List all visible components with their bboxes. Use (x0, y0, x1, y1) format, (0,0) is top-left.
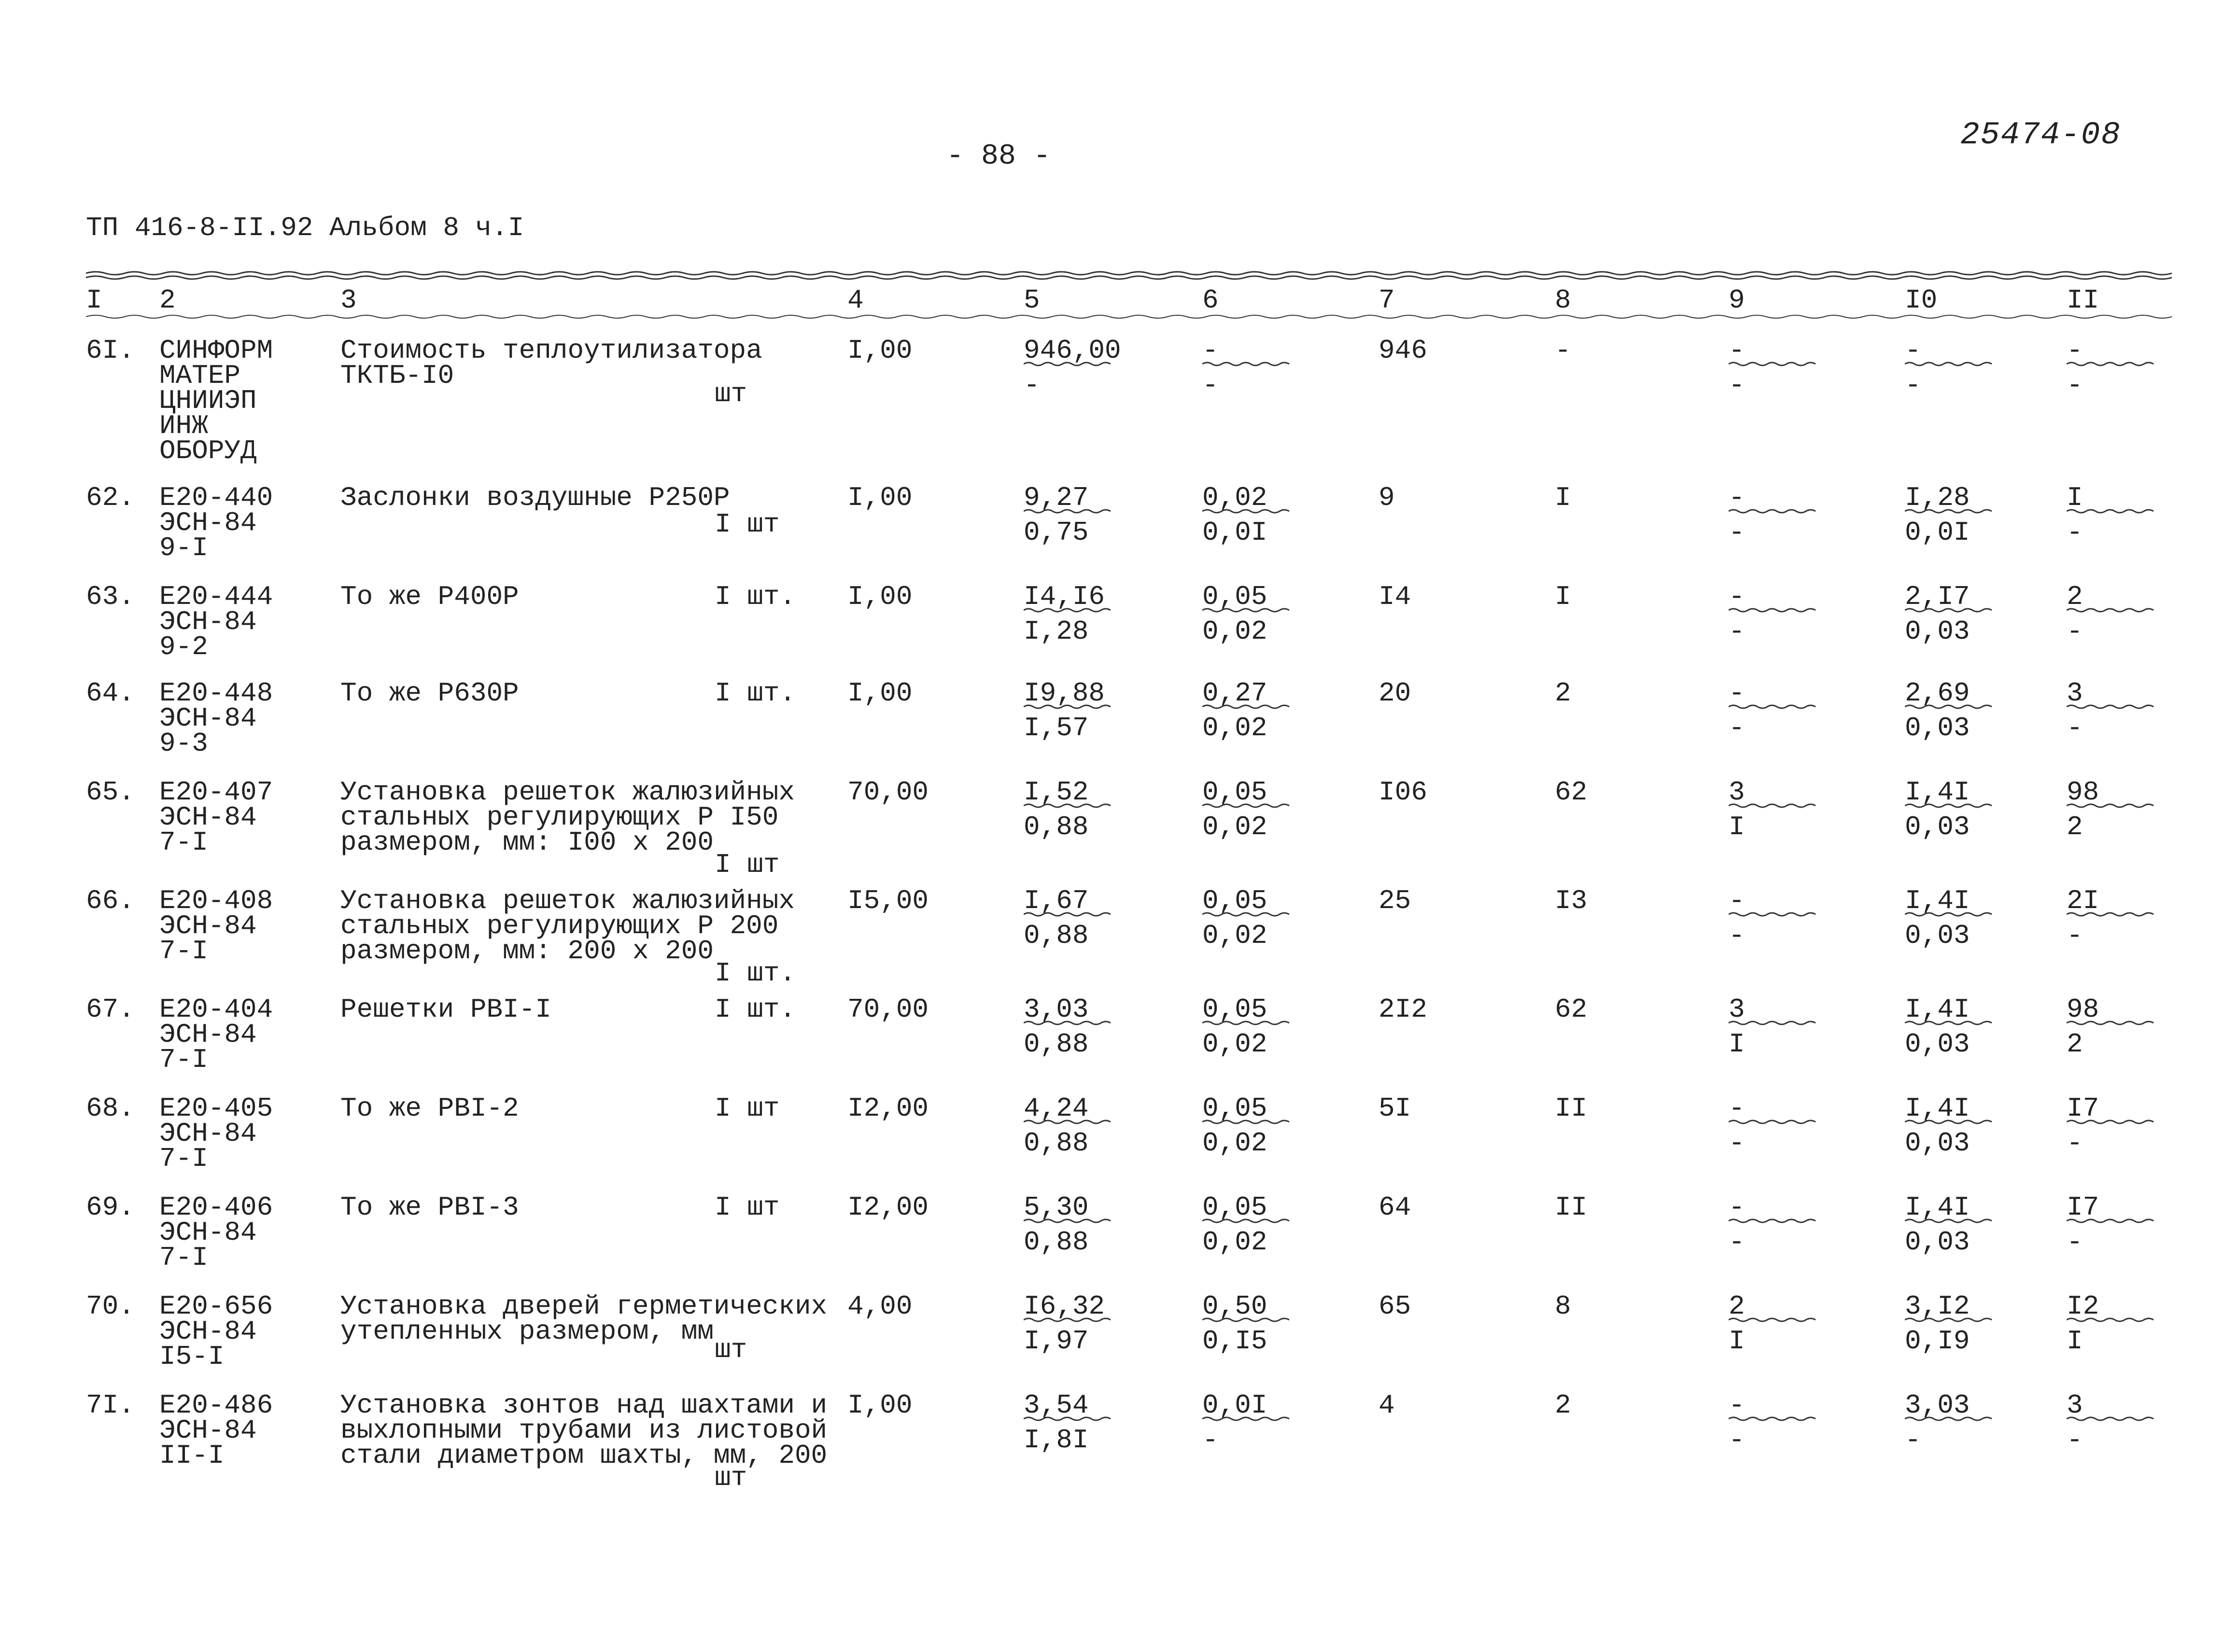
quantity: 4,00 (847, 1291, 913, 1322)
wavy-underline (1024, 361, 1115, 367)
row-number: 70. (86, 1291, 135, 1322)
labor-hours-total-numerator: 2 (2067, 581, 2083, 612)
machine-cost-numerator: 0,27 (1202, 678, 1267, 709)
labor-hours-total-numerator: 3 (2067, 678, 2083, 709)
labor-cost-denominator: - (1729, 517, 1745, 548)
labor-hours-unit-numerator: I,4I (1905, 777, 1970, 808)
price-code: Е20-448 ЭСН-84 9-3 (159, 678, 273, 759)
column-number: 3 (340, 285, 357, 316)
row-number: 63. (86, 581, 135, 612)
labor-cost-denominator: I (1729, 812, 1745, 842)
total-cost: 4 (1379, 1390, 1395, 1421)
wavy-underline (2067, 1416, 2158, 1422)
labor-hours-unit-numerator: 2,69 (1905, 678, 1970, 709)
labor-cost-numerator: - (1729, 678, 1745, 709)
unit-cost-numerator: I6,32 (1024, 1291, 1105, 1322)
unit-of-measure: I шт (715, 509, 780, 540)
wavy-underline (1202, 803, 1294, 809)
labor-hours-unit-numerator: 3,I2 (1905, 1291, 1970, 1322)
quantity: I,00 (847, 1390, 913, 1421)
row-number: 67. (86, 994, 135, 1025)
total-cost: I06 (1379, 777, 1427, 808)
column-number: II (2067, 285, 2099, 316)
wavy-underline (1202, 911, 1294, 917)
row-number: 62. (86, 482, 135, 513)
wavy-underline (1024, 1119, 1115, 1125)
unit-cost-denominator: I,28 (1024, 616, 1089, 647)
wages-total: I (1555, 482, 1571, 513)
row-number: 7I. (86, 1390, 135, 1421)
price-code: Е20-405 ЭСН-84 7-I (159, 1093, 273, 1174)
column-number: 7 (1379, 285, 1395, 316)
row-number: 64. (86, 678, 135, 709)
wages-total: - (1555, 335, 1571, 366)
labor-cost-denominator: I (1729, 1326, 1745, 1357)
price-code: Е20-444 ЭСН-84 9-2 (159, 581, 273, 662)
wages-total: 62 (1555, 994, 1588, 1025)
unit-cost-denominator: 0,88 (1024, 1128, 1089, 1159)
quantity: I,00 (847, 482, 913, 513)
total-cost: 946 (1379, 335, 1427, 366)
work-description: Решетки РВI-I (340, 994, 551, 1025)
labor-hours-total-denominator: - (2067, 1128, 2083, 1159)
machine-cost-numerator: 0,02 (1202, 482, 1267, 513)
labor-hours-total-denominator: 2 (2067, 1029, 2083, 1060)
wavy-underline (1729, 1317, 1820, 1323)
unit-cost-numerator: I,67 (1024, 885, 1089, 916)
wavy-underline (1729, 803, 1820, 809)
unit-cost-denominator: 0,88 (1024, 1227, 1089, 1258)
wavy-underline (1024, 1218, 1115, 1224)
wavy-underline (1905, 704, 1997, 710)
wavy-underline (2067, 607, 2158, 613)
labor-hours-total-denominator: I (2067, 1326, 2083, 1357)
labor-hours-total-denominator: - (2067, 517, 2083, 548)
wavy-underline (2067, 508, 2158, 514)
labor-hours-total-numerator: 98 (2067, 994, 2099, 1025)
document-reference: ТП 416-8-II.92 Альбом 8 ч.I (86, 212, 524, 243)
quantity: 70,00 (847, 777, 929, 808)
unit-cost-numerator: 3,54 (1024, 1390, 1089, 1421)
wavy-underline (1202, 1317, 1294, 1323)
labor-cost-denominator: I (1729, 1029, 1745, 1060)
price-code: Е20-440 ЭСН-84 9-I (159, 482, 273, 563)
labor-hours-total-denominator: - (2067, 1425, 2083, 1456)
total-cost: 20 (1379, 678, 1411, 709)
quantity: I5,00 (847, 885, 929, 916)
wavy-underline (1729, 361, 1820, 367)
labor-hours-total-denominator: 2 (2067, 812, 2083, 842)
labor-cost-numerator: 3 (1729, 994, 1745, 1025)
machine-cost-numerator: 0,05 (1202, 1192, 1267, 1223)
quantity: I2,00 (847, 1093, 929, 1124)
labor-hours-total-numerator: 3 (2067, 1390, 2083, 1421)
wavy-underline (1729, 1218, 1820, 1224)
labor-hours-unit-numerator: I,4I (1905, 1093, 1970, 1124)
unit-of-measure: шт (715, 1462, 747, 1493)
wavy-underline (1729, 607, 1820, 613)
wavy-underline (1905, 508, 1997, 514)
unit-cost-numerator: I4,I6 (1024, 581, 1105, 612)
machine-cost-numerator: 0,05 (1202, 1093, 1267, 1124)
wages-total: 2 (1555, 678, 1571, 709)
work-description: Заслонки воздушные Р250Р (340, 482, 730, 513)
wavy-underline (1905, 361, 1997, 367)
labor-cost-numerator: - (1729, 482, 1745, 513)
machine-cost-denominator: 0,02 (1202, 812, 1267, 842)
page-number: - 88 - (946, 140, 1051, 173)
machine-cost-denominator: 0,02 (1202, 713, 1267, 743)
wavy-underline (1729, 1119, 1820, 1125)
labor-cost-denominator: - (1729, 616, 1745, 647)
labor-cost-denominator: - (1729, 920, 1745, 951)
machine-cost-numerator: 0,05 (1202, 777, 1267, 808)
labor-hours-unit-numerator: 2,I7 (1905, 581, 1970, 612)
wavy-underline (1202, 361, 1294, 367)
column-number: 9 (1729, 285, 1745, 316)
work-description: Стоимость теплоутилизатора ТКТБ-I0 (340, 335, 762, 391)
unit-cost-numerator: 4,24 (1024, 1093, 1089, 1124)
labor-hours-unit-numerator: 3,03 (1905, 1390, 1970, 1421)
labor-cost-numerator: - (1729, 335, 1745, 366)
wavy-underline (1729, 1416, 1820, 1422)
wavy-underline (1202, 508, 1294, 514)
wavy-underline (1905, 803, 1997, 809)
total-cost: 64 (1379, 1192, 1411, 1223)
labor-hours-unit-numerator: I,28 (1905, 482, 1970, 513)
wavy-underline (1024, 508, 1115, 514)
labor-cost-denominator: - (1729, 1128, 1745, 1159)
quantity: I,00 (847, 335, 913, 366)
document-code: 25474-08 (1960, 117, 2121, 153)
labor-hours-total-numerator: I7 (2067, 1192, 2099, 1223)
price-code: Е20-406 ЭСН-84 7-I (159, 1192, 273, 1273)
machine-cost-denominator: 0,02 (1202, 616, 1267, 647)
unit-of-measure: I шт (715, 1093, 780, 1124)
wavy-underline (1202, 607, 1294, 613)
wavy-underline (1024, 911, 1115, 917)
work-description: Установка решеток жалюзийных стальных регулирующих Р I50 размером, мм: I00 х 200 (340, 777, 795, 858)
wavy-underline (1202, 1020, 1294, 1026)
total-cost: 25 (1379, 885, 1411, 916)
total-cost: 5I (1379, 1093, 1411, 1124)
labor-hours-total-numerator: - (2067, 335, 2083, 366)
column-number: 6 (1202, 285, 1219, 316)
column-number: 2 (159, 285, 176, 316)
wavy-underline (1202, 1218, 1294, 1224)
labor-cost-denominator: - (1729, 1227, 1745, 1258)
row-number: 69. (86, 1192, 135, 1223)
unit-cost-numerator: I,52 (1024, 777, 1089, 808)
labor-hours-total-numerator: 98 (2067, 777, 2099, 808)
total-cost: 9 (1379, 482, 1395, 513)
wages-total: II (1555, 1093, 1588, 1124)
row-number: 65. (86, 777, 135, 808)
labor-cost-numerator: - (1729, 1093, 1745, 1124)
wavy-underline (1905, 911, 1997, 917)
labor-hours-unit-denominator: - (1905, 1425, 1921, 1456)
machine-cost-denominator: 0,02 (1202, 920, 1267, 951)
row-number: 6I. (86, 335, 135, 366)
wages-total: 62 (1555, 777, 1588, 808)
wavy-underline (1905, 1020, 1997, 1026)
quantity: I,00 (847, 678, 913, 709)
unit-of-measure: шт (715, 1334, 747, 1365)
price-code: СИНФОРМ МАТЕР ЦНИИЭП ИНЖ ОБОРУД (159, 335, 273, 466)
quantity: 70,00 (847, 994, 929, 1025)
price-code: Е20-407 ЭСН-84 7-I (159, 777, 273, 858)
labor-hours-unit-denominator: 0,03 (1905, 812, 1970, 842)
wavy-underline (2067, 911, 2158, 917)
wages-total: 8 (1555, 1291, 1571, 1322)
labor-hours-unit-denominator: 0,03 (1905, 713, 1970, 743)
labor-hours-unit-denominator: 0,03 (1905, 1227, 1970, 1258)
machine-cost-numerator: 0,50 (1202, 1291, 1267, 1322)
labor-hours-unit-denominator: - (1905, 370, 1921, 401)
wavy-underline (1024, 1416, 1115, 1422)
machine-cost-numerator: 0,05 (1202, 885, 1267, 916)
machine-cost-denominator: 0,02 (1202, 1128, 1267, 1159)
labor-cost-numerator: 3 (1729, 777, 1745, 808)
unit-cost-denominator: - (1024, 370, 1040, 401)
price-code: Е20-486 ЭСН-84 II-I (159, 1390, 273, 1471)
total-cost: 65 (1379, 1291, 1411, 1322)
unit-cost-denominator: I,8I (1024, 1425, 1089, 1456)
wavy-underline (1729, 508, 1820, 514)
unit-cost-numerator: 5,30 (1024, 1192, 1089, 1223)
labor-hours-unit-numerator: I,4I (1905, 885, 1970, 916)
unit-cost-denominator: 0,88 (1024, 812, 1089, 842)
machine-cost-denominator: 0,02 (1202, 1029, 1267, 1060)
labor-hours-total-numerator: I (2067, 482, 2083, 513)
labor-hours-unit-numerator: - (1905, 335, 1921, 366)
machine-cost-denominator: 0,0I (1202, 517, 1267, 548)
unit-of-measure: I шт. (715, 678, 796, 709)
total-cost: 2I2 (1379, 994, 1427, 1025)
labor-hours-unit-denominator: 0,03 (1905, 1128, 1970, 1159)
wavy-underline (1202, 1416, 1294, 1422)
unit-cost-denominator: 0,75 (1024, 517, 1089, 548)
work-description: То же РВI-3 (340, 1192, 519, 1223)
wavy-underline (1905, 1119, 1997, 1125)
work-description: То же Р630Р (340, 678, 519, 709)
labor-hours-total-denominator: - (2067, 1227, 2083, 1258)
unit-of-measure: I шт. (715, 581, 796, 612)
wavy-underline (1729, 704, 1820, 710)
wavy-underline (1024, 1317, 1115, 1323)
wavy-underline (1905, 1416, 1997, 1422)
wavy-underline (2067, 803, 2158, 809)
quantity: I,00 (847, 581, 913, 612)
labor-hours-unit-denominator: 0,03 (1905, 920, 1970, 951)
unit-cost-denominator: I,57 (1024, 713, 1089, 743)
labor-hours-total-numerator: 2I (2067, 885, 2099, 916)
column-number: I (86, 285, 102, 316)
wavy-underline (1024, 803, 1115, 809)
unit-cost-denominator: 0,88 (1024, 1029, 1089, 1060)
wavy-underline (2067, 1317, 2158, 1323)
labor-hours-unit-denominator: 0,03 (1905, 616, 1970, 647)
machine-cost-denominator: - (1202, 370, 1219, 401)
labor-cost-numerator: - (1729, 885, 1745, 916)
wavy-underline (1024, 607, 1115, 613)
machine-cost-denominator: 0,02 (1202, 1227, 1267, 1258)
column-number: I0 (1905, 285, 1938, 316)
wages-total: I3 (1555, 885, 1588, 916)
labor-cost-denominator: - (1729, 713, 1745, 743)
wavy-underline (1024, 704, 1115, 710)
wavy-underline (1905, 1218, 1997, 1224)
row-number: 68. (86, 1093, 135, 1124)
labor-hours-unit-denominator: 0,0I (1905, 517, 1970, 548)
unit-of-measure: I шт. (715, 994, 796, 1025)
machine-cost-numerator: 0,05 (1202, 581, 1267, 612)
wavy-underline (2067, 361, 2158, 367)
labor-hours-unit-numerator: I,4I (1905, 994, 1970, 1025)
price-code: Е20-408 ЭСН-84 7-I (159, 885, 273, 966)
work-description: То же РВI-2 (340, 1093, 519, 1124)
header-top-rule (86, 270, 2182, 280)
unit-cost-numerator: 3,03 (1024, 994, 1089, 1025)
wavy-underline (1905, 607, 1997, 613)
column-number: 8 (1555, 285, 1571, 316)
wavy-underline (2067, 704, 2158, 710)
machine-cost-denominator: 0,I5 (1202, 1326, 1267, 1357)
wages-total: I (1555, 581, 1571, 612)
column-number: 5 (1024, 285, 1040, 316)
wavy-underline (2067, 1119, 2158, 1125)
wavy-underline (1905, 1317, 1997, 1323)
labor-cost-numerator: - (1729, 581, 1745, 612)
header-bottom-rule (86, 313, 2182, 322)
labor-cost-numerator: - (1729, 1390, 1745, 1421)
unit-of-measure: I шт (715, 1192, 780, 1223)
labor-hours-total-numerator: I2 (2067, 1291, 2099, 1322)
total-cost: I4 (1379, 581, 1411, 612)
price-code: Е20-404 ЭСН-84 7-I (159, 994, 273, 1075)
labor-hours-total-numerator: I7 (2067, 1093, 2099, 1124)
column-number: 4 (847, 285, 864, 316)
unit-cost-denominator: 0,88 (1024, 920, 1089, 951)
labor-hours-unit-denominator: 0,I9 (1905, 1326, 1970, 1357)
wavy-underline (1729, 911, 1820, 917)
wavy-underline (1202, 1119, 1294, 1125)
quantity: I2,00 (847, 1192, 929, 1223)
machine-cost-numerator: 0,0I (1202, 1390, 1267, 1421)
machine-cost-numerator: - (1202, 335, 1219, 366)
labor-hours-total-denominator: - (2067, 920, 2083, 951)
price-code: Е20-656 ЭСН-84 I5-I (159, 1291, 273, 1372)
work-description: Установка дверей герметических утепленных размером, мм (340, 1291, 828, 1347)
work-description: Установка зонтов над шахтами и выхлопными трубами из листовой стали диаметром шахты, мм, 200 (340, 1390, 828, 1471)
labor-cost-numerator: - (1729, 1192, 1745, 1223)
unit-cost-numerator: I9,88 (1024, 678, 1105, 709)
labor-hours-unit-denominator: 0,03 (1905, 1029, 1970, 1060)
unit-of-measure: шт (715, 378, 747, 409)
labor-hours-unit-numerator: I,4I (1905, 1192, 1970, 1223)
labor-cost-numerator: 2 (1729, 1291, 1745, 1322)
machine-cost-numerator: 0,05 (1202, 994, 1267, 1025)
labor-hours-total-denominator: - (2067, 713, 2083, 743)
unit-of-measure: I шт (715, 849, 780, 880)
work-description: То же Р400Р (340, 581, 519, 612)
wavy-underline (2067, 1020, 2158, 1026)
wavy-underline (1202, 704, 1294, 710)
unit-cost-denominator: I,97 (1024, 1326, 1089, 1357)
machine-cost-denominator: - (1202, 1425, 1219, 1456)
wavy-underline (1024, 1020, 1115, 1026)
unit-of-measure: I шт. (715, 958, 796, 989)
wages-total: II (1555, 1192, 1588, 1223)
labor-cost-denominator: - (1729, 1425, 1745, 1456)
wavy-underline (2067, 1218, 2158, 1224)
unit-cost-numerator: 9,27 (1024, 482, 1089, 513)
labor-cost-denominator: - (1729, 370, 1745, 401)
labor-hours-total-denominator: - (2067, 370, 2083, 401)
row-number: 66. (86, 885, 135, 916)
wages-total: 2 (1555, 1390, 1571, 1421)
work-description: Установка решеток жалюзийных стальных регулирующих Р 200 размером, мм: 200 х 200 (340, 885, 795, 966)
wavy-underline (1729, 1020, 1820, 1026)
labor-hours-total-denominator: - (2067, 616, 2083, 647)
unit-cost-numerator: 946,00 (1024, 335, 1121, 366)
